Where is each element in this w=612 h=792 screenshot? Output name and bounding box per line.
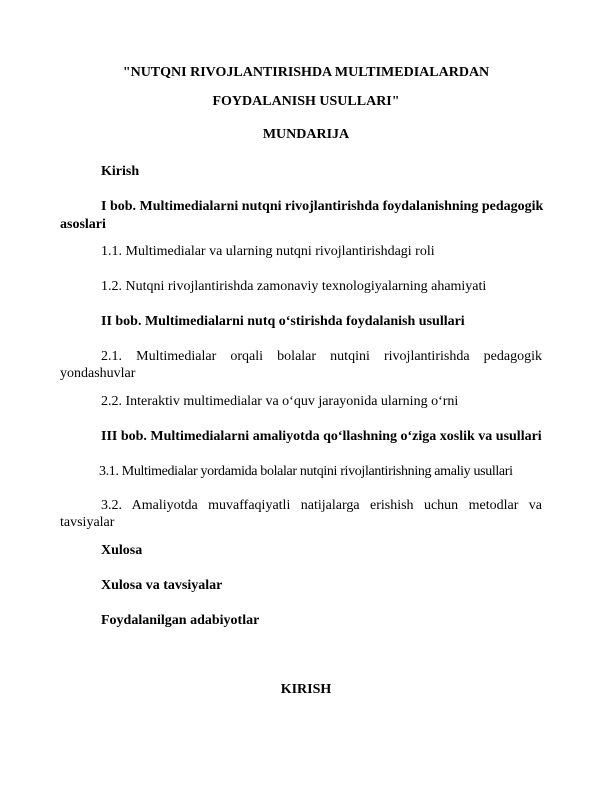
toc-chapter-1-line-2: asoslari [60, 217, 106, 232]
toc-item-conclusion: Xulosa [101, 543, 143, 558]
document-title-line-1: "NUTQNI RIVOJLANTIRISHDA MULTIMEDIALARDAN [122, 65, 490, 80]
toc-heading: MUNDARIJA [262, 127, 350, 142]
toc-section-3-1: 3.1. Multimedialar yordamida bolalar nutqini rivojlantirishning amaliy usullari [99, 464, 513, 479]
toc-section-2-1-line-2: yondashuvlar [60, 366, 136, 381]
toc-chapter-3: III bob. Multimedialarni amaliyotda qo‘llashning o‘ziga xoslik va usullari [101, 429, 542, 444]
toc-section-2-1-line-1: 2.1. Multimedialar orqali bolalar nutqini rivojlantirishda pedagogik [101, 349, 542, 364]
toc-section-1-2: 1.2. Nutqni rivojlantirishda zamonaviy texnologiyalarning ahamiyati [101, 279, 487, 294]
toc-item-references: Foydalanilgan adabiyotlar [101, 613, 260, 628]
toc-chapter-1-line-1: I bob. Multimedialarni nutqni rivojlantirishda foydalanishning pedagogik [101, 199, 544, 214]
toc-item-intro: Kirish [101, 164, 140, 179]
toc-chapter-2: II bob. Multimedialarni nutq o‘stirishda foydalanish usullari [101, 314, 465, 329]
toc-section-1-1: 1.1. Multimedialar va ularning nutqni rivojlantirishdagi roli [101, 244, 435, 259]
toc-item-conclusion-recommendations: Xulosa va tavsiyalar [101, 578, 223, 593]
section-heading-introduction: KIRISH [280, 682, 332, 697]
toc-section-3-2-line-1: 3.2. Amaliyotda muvaffaqiyatli natijalarga erishish uchun metodlar va [101, 498, 542, 513]
toc-section-2-2: 2.2. Interaktiv multimedialar va o‘quv jarayonida ularning o‘rni [101, 394, 459, 409]
toc-section-3-2-line-2: tavsiyalar [60, 515, 115, 530]
document-title-line-2: FOYDALANISH USULLARI" [212, 94, 400, 109]
